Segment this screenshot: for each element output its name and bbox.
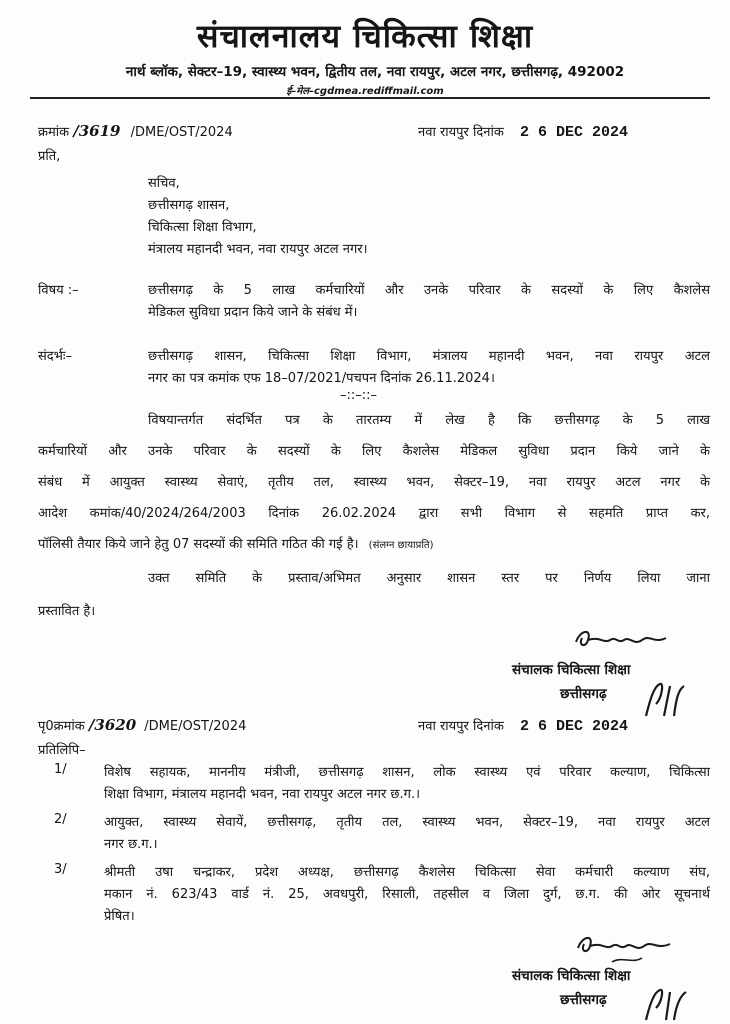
date-stamp: 2 6 DEC 2024: [519, 124, 629, 141]
copy-item-number: 1/: [54, 762, 67, 777]
body-line: कर्मचारियों और उनके परिवार के सदस्यों के लिए कैशलेस मेडिकल सुविधा प्रदान किये जाने के: [38, 444, 710, 459]
copy-signatory-title: संचालक चिकित्सा शिक्षा: [512, 968, 631, 984]
body2-line: प्रस्तावित है।: [38, 604, 96, 619]
signature-2: [572, 926, 682, 966]
kramank-suffix: /DME/OST/2024: [130, 125, 233, 140]
copy-item-line: नगर छ.ग.।: [104, 837, 158, 852]
separator: –::–::–: [340, 388, 378, 403]
copy-date-stamp: 2 6 DEC 2024: [519, 718, 629, 735]
copy-item-line: आयुक्त, स्वास्थ्य सेवायें, छत्तीसगढ़, तृतीय तल, स्वास्थ्य भवन, सेक्टर–19, नवा रायपुर अटल: [104, 815, 710, 830]
kramank-number: /3619: [73, 122, 121, 140]
addressee-line: चिकित्सा शिक्षा विभाग,: [148, 220, 257, 235]
signature-1: [570, 622, 680, 656]
letterhead-email: ई–मेल–cgdmeа.rediffmail.com: [286, 86, 444, 97]
letter-date-line: [418, 122, 628, 141]
copy-signatory-state: छत्तीसगढ़: [560, 992, 607, 1008]
copy-item-line: श्रीमती उषा चन्द्राकर, प्रदेश अध्यक्ष, छत्तीसगढ़ कैशलेस चिकित्सा सेवा कर्मचारी कल्याण संघ,: [104, 865, 710, 880]
copy-item-line: विशेष सहायक, माननीय मंत्रीजी, छत्तीसगढ़ शासन, लोक स्वास्थ्य एवं परिवार कल्याण, चिकित्सा: [104, 765, 710, 780]
addressee-line: छत्तीसगढ़ शासन,: [148, 198, 230, 213]
signatory-state: छत्तीसगढ़: [560, 686, 607, 702]
initials-mark: [640, 680, 690, 720]
reference-label: संदर्भः–: [38, 349, 72, 364]
enclosure-note: (संलग्न छायाप्रति): [368, 540, 434, 551]
body-line: पॉलिसी तैयार किये जाने हेतु 07 सदस्यों की समिति गठित की गई है।: [38, 537, 359, 552]
addressee-line: सचिव,: [148, 176, 180, 191]
body-line: आदेश कमांक/40/2024/264/2003 दिनांक 26.02.2024 द्वारा सभी विभाग से सहमति प्राप्त कर,: [38, 506, 710, 521]
letterhead-address: नार्थ ब्लॉक, सेक्टर–19, स्वास्थ्य भवन, द्वितीय तल, नवा रायपुर, अटल नगर, छत्तीसगढ़, 492002: [125, 64, 625, 80]
copy-initials-mark: [640, 984, 690, 1022]
letterhead-title: संचालनालय चिकित्सा शिक्षा: [196, 17, 534, 55]
letter-number-line: [38, 122, 233, 140]
copy-number-line: [38, 716, 246, 734]
copy-item-line: प्रेषित।: [104, 909, 135, 924]
reference-line: छत्तीसगढ़ शासन, चिकित्सा शिक्षा विभाग, मंत्रालय महानदी भवन, नवा रायपुर अटल: [148, 349, 710, 364]
pratilipi-label: प्रतिलिपि–: [38, 743, 86, 758]
body2-line: उक्त समिति के प्रस्ताव/अभिमत अनुसार शासन स्तर पर निर्णय लिया जाना: [148, 571, 710, 586]
body-line: विषयान्तर्गत संदर्भित पत्र के तारतम्य में लेख है कि छत्तीसगढ़ के 5 लाख: [148, 413, 710, 428]
subject-label: विषय :–: [38, 283, 79, 298]
copy-kramank-label: पृ0क्रमांक: [38, 719, 85, 734]
body-line-last: [38, 534, 434, 552]
subject-line: छत्तीसगढ़ के 5 लाख कर्मचारियों और उनके परिवार के सदस्यों के लिए कैशलेस: [148, 283, 710, 298]
reference-line: नगर का पत्र कमांक एफ 18–07/2021/पचपन दिनांक 26.11.2024।: [148, 371, 495, 386]
signatory-title: संचालक चिकित्सा शिक्षा: [512, 662, 631, 678]
body-line: संबंध में आयुक्त स्वास्थ्य सेवाएं, तृतीय तल, स्वास्थ्य भवन, सेक्टर–19, नवा रायपुर अटल नगर के: [38, 475, 710, 490]
header-divider: [30, 97, 710, 99]
addressee-line: मंत्रालय महानदी भवन, नवा रायपुर अटल नगर।: [148, 242, 368, 257]
copy-kramank-number: /3620: [88, 716, 137, 734]
copy-item-number: 2/: [54, 812, 67, 827]
subject-line: मेडिकल सुविधा प्रदान किये जाने के संबंध में।: [148, 305, 358, 320]
copy-item-line: शिक्षा विभाग, मंत्रालय महानदी भवन, नवा रायपुर अटल नगर छ.ग.।: [104, 787, 421, 802]
copy-place-date-label: नवा रायपुर दिनांक: [418, 719, 504, 734]
kramank-label: क्रमांक: [38, 125, 70, 140]
copy-item-line: मकान नं. 623/43 वार्ड नं. 25, अवधपुरी, रिसाली, तहसील व जिला दुर्ग, छ.ग. की ओर सूचनार्थ: [104, 887, 711, 902]
place-date-label: नवा रायपुर दिनांक: [418, 125, 504, 140]
copy-item-number: 3/: [54, 862, 67, 877]
prati-label: प्रति,: [38, 149, 61, 164]
copy-date-line: [418, 716, 628, 735]
copy-kramank-suffix: /DME/OST/2024: [144, 719, 247, 734]
